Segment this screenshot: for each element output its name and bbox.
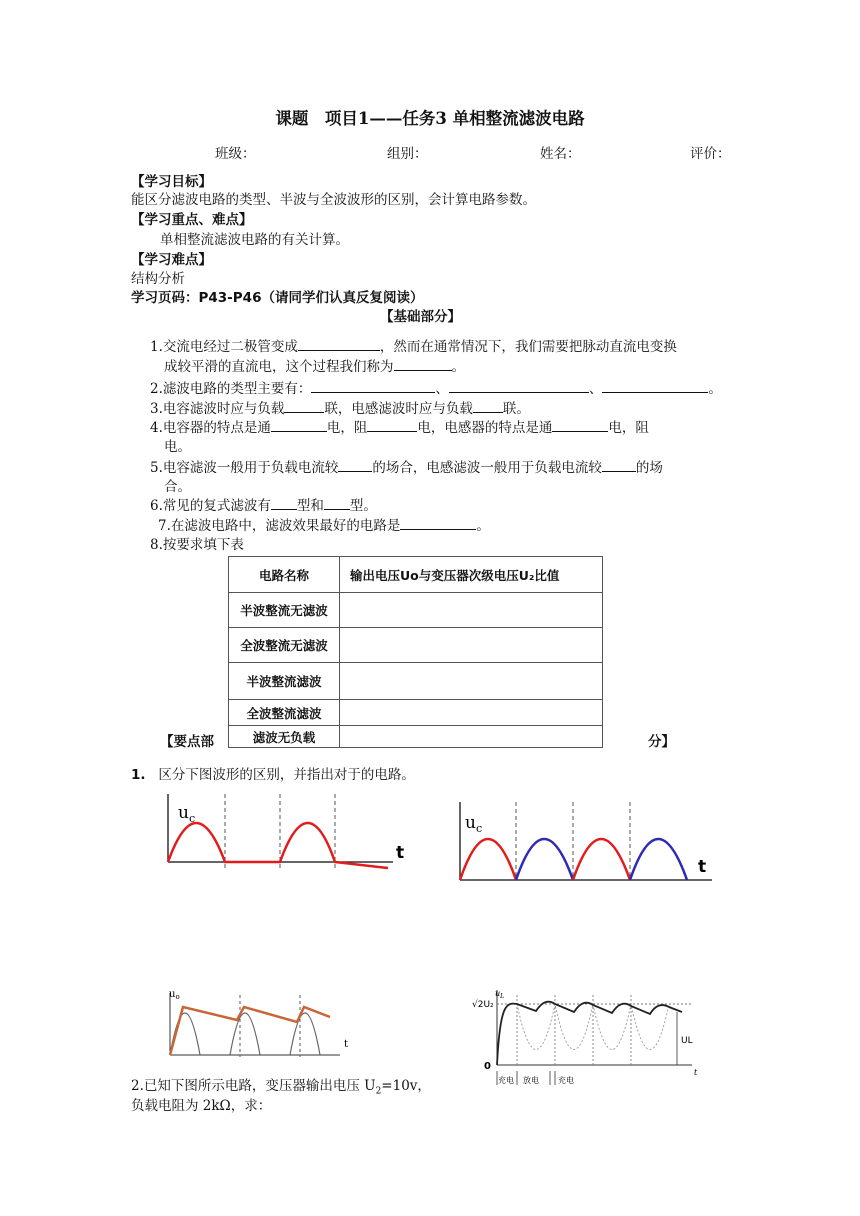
answer-blank[interactable]: [311, 380, 435, 393]
origin-label: 0: [484, 1061, 491, 1072]
key-difficulty-heading: 【学习重点、难点】: [131, 212, 253, 228]
question-4: 4.电容器的特点是通 电，阻 电，电感器的特点是通 电，阻: [150, 420, 649, 436]
answer-cell[interactable]: [340, 593, 603, 628]
study-pages: 学习页码：P43-P46（请同学们认真反复阅读）: [131, 290, 424, 306]
peak-level-label: √2U₂: [472, 1000, 494, 1010]
answer-blank[interactable]: [449, 380, 589, 393]
question-3: 3.电容滤波时应与负载 联，电感滤波时应与负载 联。: [150, 401, 530, 417]
x-label: t: [396, 843, 405, 863]
charge-label: 充电: [498, 1076, 514, 1085]
x-label: t: [344, 1039, 349, 1050]
answer-cell[interactable]: [340, 726, 603, 748]
question-8: 8.按要求填下表: [150, 537, 244, 553]
table-header: 输出电压Uo与变压器次级电压U₂比值: [340, 557, 603, 593]
key-question-2-line-2: 负载电阻为 2kΩ，求：: [131, 1098, 272, 1114]
question-7: 7.在滤波电路中，滤波效果最好的电路是 。: [158, 518, 490, 534]
answer-blank[interactable]: [602, 380, 708, 393]
question-1-line-1: 1.交流电经过二极管变成 ，然而在通常情况下，我们需要把脉动直流电变换: [150, 339, 677, 355]
filtered-output: [170, 1007, 330, 1055]
answer-blank[interactable]: [552, 419, 608, 432]
filtered-output: [497, 1002, 682, 1065]
table-header: 电路名称: [229, 557, 340, 593]
table-row: [229, 593, 603, 628]
difficulty-text: 结构分析: [131, 271, 185, 287]
key-difficulty-text: 单相整流滤波电路的有关计算。: [160, 232, 349, 248]
table-row: [229, 700, 603, 726]
name-label: 姓名：: [540, 146, 581, 162]
question-5: 5.电容滤波一般用于负载电流较 的场合，电感滤波一般用于负载电流较 的场: [150, 460, 663, 476]
answer-blank[interactable]: [400, 517, 476, 530]
answer-blank[interactable]: [602, 459, 636, 472]
answer-cell[interactable]: [340, 700, 603, 726]
y-label: $u_c$: [178, 803, 196, 825]
blue-half-cycle: [516, 839, 573, 880]
waveform-full-wave-filtered: [470, 985, 705, 1087]
table-cell: 半波整流无滤波: [229, 593, 340, 628]
table-row: [229, 628, 603, 663]
y-label: $u_L$: [495, 989, 505, 1000]
table-cell: 全波整流无滤波: [229, 628, 340, 663]
answer-blank[interactable]: [271, 419, 327, 432]
key-question-1: 1. 区分下图波形的区别，并指出对于的电路。: [131, 767, 415, 783]
red-half-cycle: [573, 839, 630, 880]
table-cell: 全波整流滤波: [229, 700, 340, 726]
difficulty-heading: 【学习难点】: [131, 252, 212, 268]
answer-blank[interactable]: [324, 497, 350, 510]
question-4-line-2: 电。: [164, 439, 191, 455]
red-half-cycle: [460, 839, 516, 880]
y-label: $u_o$: [169, 989, 180, 1001]
answer-cell[interactable]: [340, 628, 603, 663]
ul-label: UL: [681, 1036, 693, 1046]
group-label: 组别：: [387, 146, 428, 162]
answer-blank[interactable]: [367, 419, 417, 432]
question-6: 6.常见的复式滤波有 型和 型。: [150, 498, 377, 514]
table-row: [229, 726, 603, 748]
answer-blank[interactable]: [284, 400, 324, 413]
class-label: 班级：: [215, 146, 256, 162]
table-header-row: [229, 557, 603, 593]
question-1-line-2: 成较平滑的直流电，这个过程我们称为 。: [164, 359, 465, 375]
charge-label: 充电: [558, 1076, 574, 1085]
answer-blank[interactable]: [271, 497, 297, 510]
waveform-half-wave-filtered: [160, 985, 360, 1060]
x-label: t: [698, 857, 707, 877]
table-row: [229, 663, 603, 700]
answer-blank[interactable]: [338, 459, 372, 472]
key-question-2-line-1: 2.已知下图所示电路，变压器输出电压 $U_2=10v$，: [131, 1078, 431, 1097]
question-5-line-2: 合。: [164, 479, 191, 495]
table-cell: 半波整流滤波: [229, 663, 340, 700]
basic-heading: 【基础部分】: [380, 309, 461, 325]
key-heading-right: 分】: [648, 734, 675, 750]
rectified-pulse: [290, 1013, 320, 1055]
waveform-half-wave: [158, 790, 408, 878]
answer-cell[interactable]: [340, 663, 603, 700]
question-2: 2.滤波电路的类型主要有： 、 、 。: [150, 381, 722, 397]
y-label: $u_c$: [465, 813, 483, 835]
x-label: t: [694, 1068, 698, 1077]
page-title: 课题 项目1——任务3 单相整流滤波电路: [275, 109, 585, 128]
eval-label: 评价：: [690, 146, 731, 162]
waveform-full-wave: [450, 800, 725, 888]
goals-text: 能区分滤波电路的类型、半波与全波波形的区别，会计算电路参数。: [131, 192, 536, 208]
answer-blank[interactable]: [394, 358, 452, 371]
answer-blank[interactable]: [298, 338, 380, 351]
key-heading-left: 【要点部: [160, 734, 214, 750]
ratio-table: [228, 556, 603, 748]
table-cell: 滤波无负载: [229, 726, 340, 748]
blue-half-cycle: [630, 839, 687, 880]
rectified-sine: [517, 1004, 669, 1050]
answer-blank[interactable]: [473, 400, 503, 413]
discharge-label: 放电: [523, 1076, 539, 1085]
goals-heading: 【学习目标】: [131, 174, 212, 190]
